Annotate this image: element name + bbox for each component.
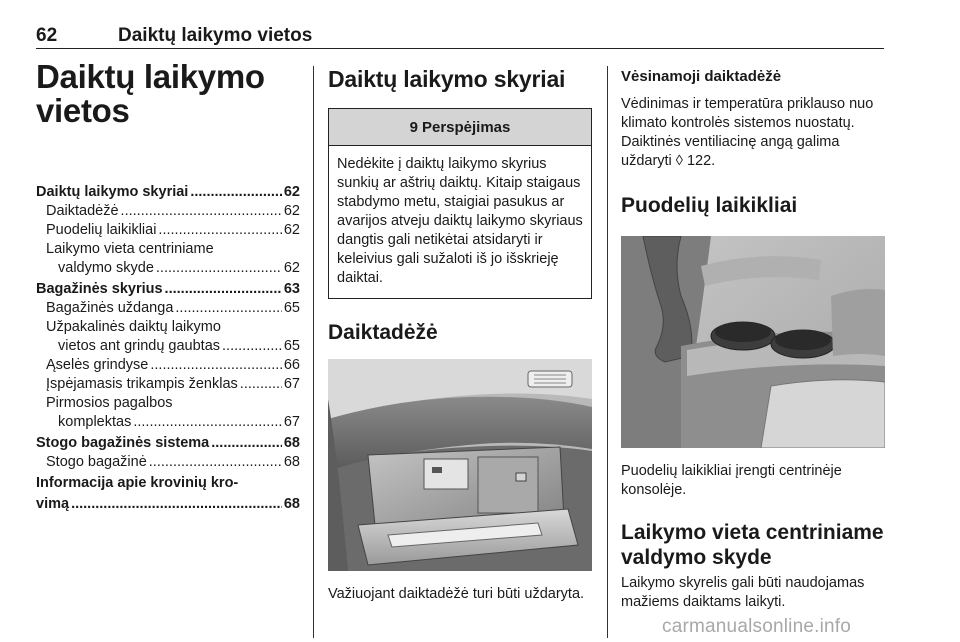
toc-entry-text: vietos ant grindų gaubtas: [58, 338, 221, 354]
column-divider-left: [313, 66, 314, 638]
toc-entry-text: Įspėjamasis trikampis ženklas: [46, 376, 238, 392]
toc-page-number: 63: [283, 281, 300, 297]
page-number: 62: [36, 25, 58, 46]
toc-leader-dots: [165, 280, 282, 299]
toc-entry[interactable]: [36, 318, 300, 337]
chapter-contents-column: [36, 60, 300, 514]
chapter-title-line2: vietos: [36, 92, 130, 129]
cupholders-title: Puodelių laikikliai: [621, 194, 798, 217]
console-title-line2: valdymo skyde: [621, 546, 772, 569]
warning-header: [329, 109, 591, 146]
toc-entry[interactable]: [36, 434, 300, 453]
toc-entry[interactable]: [36, 413, 300, 432]
toc-page-number: 68: [283, 454, 300, 470]
watermark: carmanualsonline.info: [662, 616, 852, 637]
toc-entry[interactable]: [36, 202, 300, 221]
glovebox-title: Daiktadėžė: [328, 321, 438, 344]
toc-entry-text: Stogo bagažinės sistema: [36, 435, 210, 451]
toc-entry[interactable]: [36, 375, 300, 394]
toc-entry[interactable]: [36, 221, 300, 240]
console-title-line1: Laikymo vieta centriniame: [621, 521, 884, 544]
toc-page-number: 65: [283, 300, 300, 316]
toc-entry-text: vimą: [36, 496, 70, 512]
toc-leader-dots: [190, 183, 282, 202]
storage-compartments-column: [328, 60, 592, 604]
toc-entry-text: Laikymo vieta centriniame: [46, 241, 214, 257]
warning-symbol: 9: [409, 118, 418, 136]
toc-entry[interactable]: [36, 183, 300, 202]
toc-leader-dots: [222, 337, 282, 356]
cooled-glovebox-title: Vėsinamoji daiktadėžė: [621, 68, 782, 85]
toc-entry[interactable]: [36, 474, 300, 493]
toc-entry-text: Užpakalinės daiktų laikymo: [46, 319, 221, 335]
toc-entry-text: Stogo bagažinė: [46, 454, 147, 470]
chapter-title: [36, 60, 300, 128]
toc-entry-text: valdymo skyde: [58, 260, 154, 276]
toc-leader-dots: [149, 453, 282, 472]
toc-entry-text: Bagažinės skyrius: [36, 281, 163, 297]
toc-leader-dots: [156, 259, 282, 278]
toc-entry-text: Pirmosios pagalbos: [46, 395, 173, 411]
toc-page-number: 66: [283, 357, 300, 373]
toc-page-number: 68: [283, 496, 300, 512]
warning-text: Nedėkite į daiktų laikymo skyrius sunkių ar aštrių daiktų. Kitaip staigaus stabdymo metu, staigiai pasukus ar avarijos atveju daiktų laikymo skyriaus dangtis gali netikėtai atsidaryti ir keleivius gali sužaloti iš jo išskrieję daiktai.: [337, 156, 583, 286]
toc-entry[interactable]: [36, 240, 300, 259]
toc-page-number: 67: [283, 414, 300, 430]
toc-leader-dots: [121, 202, 282, 221]
toc-entry[interactable]: [36, 495, 300, 514]
page-header: [36, 8, 884, 49]
toc-entry-text: Daiktų laikymo skyriai: [36, 184, 189, 200]
console-storage-text: Laikymo skyrelis gali būti naudojamas mažiems daiktams laikyti.: [621, 575, 865, 610]
toc-page-number: 62: [283, 222, 300, 238]
toc-entry[interactable]: [36, 356, 300, 375]
toc-page-number: 68: [283, 435, 300, 451]
toc-leader-dots: [240, 375, 282, 394]
cupholders-photo: [621, 236, 885, 448]
toc-entry-text: Informacija apie krovinių kro-: [36, 475, 239, 491]
toc-page-number: 67: [283, 376, 300, 392]
cooled-glovebox-text: Vėdinimas ir temperatūra priklauso nuo klimato kontrolės sistemos nuostatų. Daiktinės ventiliacinę angą galima uždaryti ◊ 122.: [621, 96, 874, 169]
toc-leader-dots: [133, 413, 282, 432]
toc-entry[interactable]: [36, 453, 300, 472]
glovebox-photo: [328, 359, 592, 571]
toc-entry[interactable]: [36, 259, 300, 278]
toc-entry[interactable]: [36, 280, 300, 299]
warning-box: [328, 108, 592, 299]
toc-entry-text: Daiktadėžė: [46, 203, 119, 219]
toc-leader-dots: [211, 434, 282, 453]
toc-entry-text: Bagažinės uždanga: [46, 300, 174, 316]
toc-entry-text: Puodelių laikikliai: [46, 222, 157, 238]
toc-entry-text: Ąselės grindyse: [46, 357, 149, 373]
toc-leader-dots: [158, 221, 281, 240]
running-title: Daiktų laikymo vietos: [118, 25, 313, 46]
cupholders-caption: Puodelių laikikliai įrengti centrinėje konsolėje.: [621, 463, 842, 498]
toc-page-number: 62: [283, 184, 300, 200]
toc-entry-text: komplektas: [58, 414, 132, 430]
warning-label: Perspėjimas: [421, 118, 511, 136]
toc-page-number: 65: [283, 338, 300, 354]
glovebox-caption: Važiuojant daiktadėžė turi būti uždaryta.: [328, 586, 585, 602]
toc-leader-dots: [175, 299, 281, 318]
toc-entry[interactable]: [36, 299, 300, 318]
toc-page-number: 62: [283, 260, 300, 276]
cupholders-column: [621, 60, 885, 612]
table-of-contents: [36, 183, 300, 514]
toc-leader-dots: [150, 356, 282, 375]
toc-leader-dots: [71, 495, 282, 514]
toc-entry[interactable]: [36, 337, 300, 356]
section-title: Daiktų laikymo skyriai: [328, 66, 566, 92]
console-storage-title: [621, 520, 885, 570]
column-divider-right: [607, 66, 608, 638]
chapter-title-line1: Daiktų laikymo: [36, 58, 265, 95]
toc-entry[interactable]: [36, 394, 300, 413]
toc-page-number: 62: [283, 203, 300, 219]
